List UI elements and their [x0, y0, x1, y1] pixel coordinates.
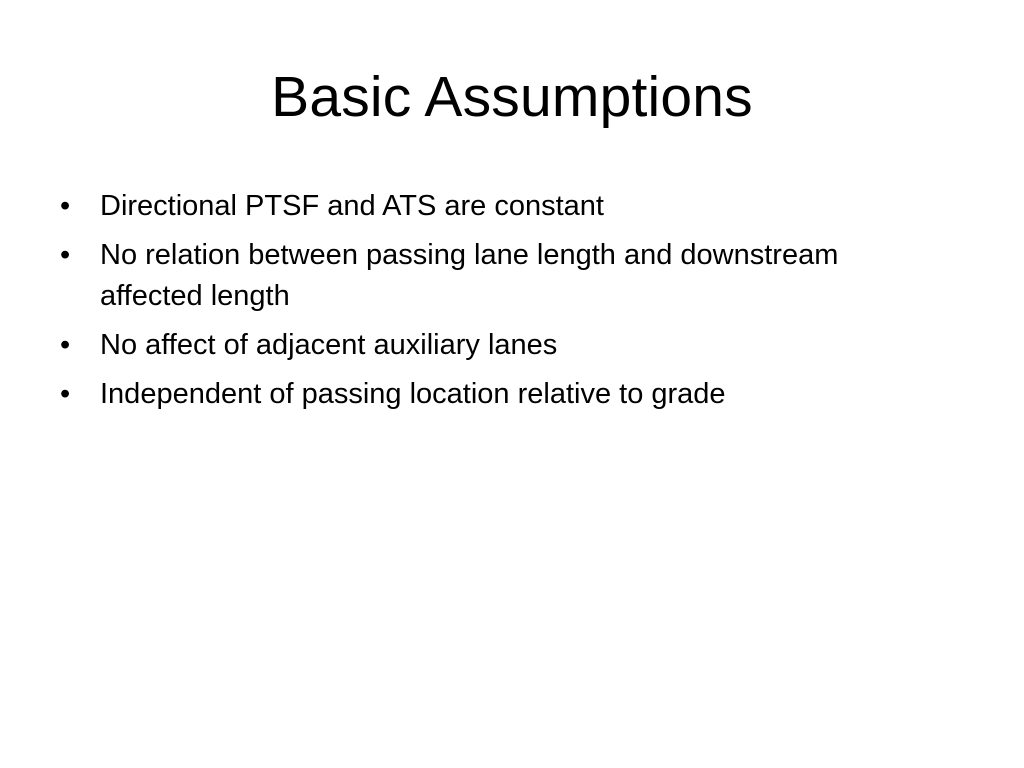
bullet-dot-icon: •	[60, 378, 71, 410]
bullet-item	[60, 374, 940, 415]
bullet-item	[60, 325, 940, 366]
bullet-dot-icon: •	[60, 190, 71, 222]
bullet-list	[60, 186, 940, 423]
bullet-text: Independent of passing location relative to grade	[100, 378, 726, 410]
bullet-text: No affect of adjacent auxiliary lanes	[100, 329, 558, 361]
bullet-text: No relation between passing lane length and downstream affected length	[100, 239, 839, 312]
bullet-item	[60, 186, 940, 227]
bullet-item	[60, 235, 940, 317]
bullet-dot-icon: •	[60, 329, 71, 361]
slide-title: Basic Assumptions	[271, 65, 753, 129]
bullet-text: Directional PTSF and ATS are constant	[100, 190, 604, 222]
bullet-dot-icon: •	[60, 239, 71, 271]
